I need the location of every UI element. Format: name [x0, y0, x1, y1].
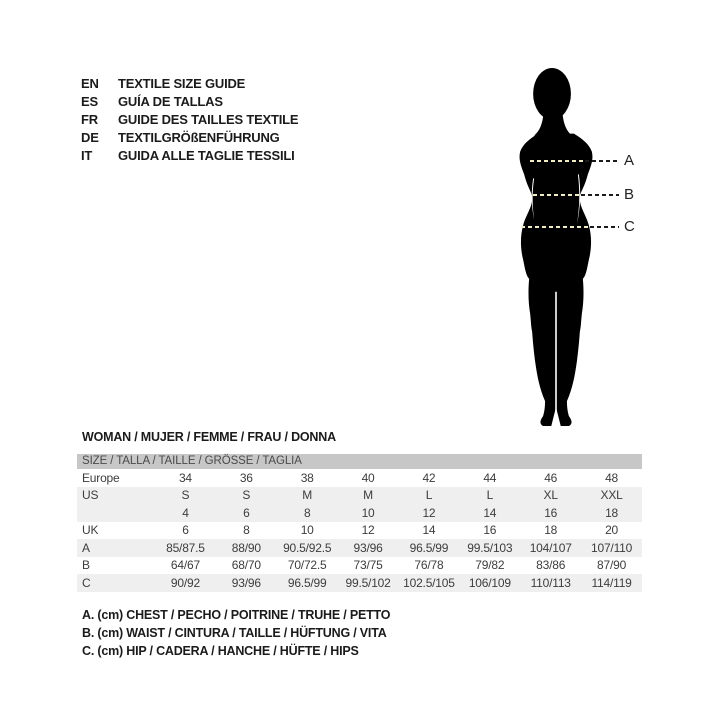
measure-line-waist-leader: [581, 194, 619, 196]
size-value: L: [425, 488, 433, 503]
size-value: 96.5/99: [409, 540, 449, 555]
measure-line-chest-onbody: [530, 160, 585, 162]
size-value: 85/87.5: [166, 540, 205, 555]
size-value: 104/107: [529, 540, 572, 555]
language-code: IT: [81, 148, 93, 163]
size-value: 114/119: [591, 575, 632, 590]
size-value: 38: [300, 470, 314, 485]
table-row: [77, 539, 642, 557]
row-label: Europe: [82, 470, 120, 485]
table-row: [77, 504, 642, 522]
language-list: [81, 75, 298, 165]
size-value: 76/78: [414, 558, 444, 573]
size-value: 110/113: [530, 575, 571, 590]
table-row: [77, 557, 642, 575]
language-code: EN: [81, 76, 99, 91]
language-item: [81, 93, 298, 111]
table-row: [77, 522, 642, 540]
size-value: 68/70: [231, 558, 261, 573]
language-item: [81, 129, 298, 147]
size-value: 18: [544, 523, 558, 538]
row-label: C: [82, 575, 91, 590]
size-value: 70/72.5: [287, 558, 327, 573]
size-value: L: [486, 488, 494, 503]
size-value: 40: [361, 470, 375, 485]
size-value: S: [242, 488, 251, 503]
language-label: GUÍA DE TALLAS: [118, 94, 223, 109]
measure-label-hip: C: [624, 218, 635, 235]
size-value: 8: [243, 523, 250, 538]
language-code: DE: [81, 130, 99, 145]
language-item: [81, 111, 298, 129]
measure-line-chest-leader: [585, 160, 619, 162]
measure-notes: [82, 606, 390, 660]
table-row: [77, 574, 642, 592]
size-value: 90/92: [170, 575, 200, 590]
size-value: 99.5/103: [467, 540, 513, 555]
row-label: UK: [82, 523, 99, 538]
size-value: 73/75: [353, 558, 383, 573]
measure-line-hip-onbody: [521, 226, 590, 228]
size-value: 99.5/102: [345, 575, 391, 590]
size-value: 83/86: [536, 558, 566, 573]
size-table-header: SIZE / TALLA / TAILLE / GRÖSSE / TAGLIA: [77, 454, 642, 469]
measure-note: C. (cm) HIP / CADERA / HANCHE / HÜFTE / HIPS: [82, 644, 359, 658]
measure-label-chest: A: [624, 152, 635, 169]
size-value: 20: [605, 523, 619, 538]
woman-silhouette-icon: [493, 63, 619, 433]
size-value: XXL: [600, 488, 623, 503]
size-value: 16: [544, 505, 558, 520]
language-code: ES: [81, 94, 98, 109]
measure-line-hip-leader: [590, 226, 619, 228]
size-value: 48: [605, 470, 619, 485]
language-label: GUIDA ALLE TAGLIE TESSILI: [118, 148, 295, 163]
size-value: 64/67: [170, 558, 200, 573]
size-value: S: [181, 488, 190, 503]
row-label: A: [82, 540, 90, 555]
measure-note: A. (cm) CHEST / PECHO / POITRINE / TRUHE / PETTO: [82, 608, 391, 622]
size-value: 102.5/105: [403, 575, 455, 590]
size-value: 16: [483, 523, 497, 538]
size-value: 46: [544, 470, 558, 485]
size-table-body: [77, 469, 642, 592]
size-value: M: [302, 488, 313, 503]
table-row: [77, 469, 642, 487]
measure-line-waist-onbody: [533, 194, 581, 196]
language-label: TEXTILGRÖßENFÜHRUNG: [118, 130, 280, 145]
size-value: 36: [239, 470, 253, 485]
size-value: 88/90: [231, 540, 261, 555]
size-value: 44: [483, 470, 497, 485]
size-value: 34: [178, 470, 192, 485]
size-value: 90.5/92.5: [283, 540, 332, 555]
size-value: M: [363, 488, 373, 503]
size-value: 6: [182, 523, 189, 538]
language-label: GUIDE DES TAILLES TEXTILE: [118, 112, 299, 127]
size-value: 6: [243, 505, 250, 520]
measure-label-waist: B: [624, 186, 635, 203]
size-value: 14: [422, 523, 436, 538]
measure-note: B. (cm) WAIST / CINTURA / TAILLE / HÜFTUNG / VITA: [82, 626, 387, 640]
woman-silhouette-svg: [493, 63, 619, 433]
size-value: 96.5/99: [287, 575, 327, 590]
size-value: 12: [422, 505, 436, 520]
table-row: [77, 487, 642, 505]
section-title: WOMAN / MUJER / FEMME / FRAU / DONNA: [82, 430, 336, 444]
size-value: 10: [361, 505, 375, 520]
row-label: B: [82, 558, 90, 573]
language-item: [81, 147, 298, 165]
size-value: 18: [605, 505, 619, 520]
size-value: 12: [361, 523, 375, 538]
size-table: [77, 454, 642, 592]
language-item: [81, 75, 298, 93]
language-code: FR: [81, 112, 98, 127]
size-value: 4: [182, 505, 189, 520]
size-value: XL: [543, 488, 558, 503]
size-value: 93/96: [353, 540, 383, 555]
size-value: 42: [422, 470, 436, 485]
size-value: 87/90: [597, 558, 627, 573]
size-value: 93/96: [231, 575, 261, 590]
size-value: 10: [300, 523, 314, 538]
language-label: TEXTILE SIZE GUIDE: [118, 76, 246, 91]
size-value: 14: [483, 505, 497, 520]
size-value: 107/110: [591, 540, 633, 555]
size-value: 8: [303, 505, 311, 520]
size-value: 79/82: [475, 558, 505, 573]
row-label: US: [82, 488, 99, 503]
size-value: 106/109: [468, 575, 511, 590]
